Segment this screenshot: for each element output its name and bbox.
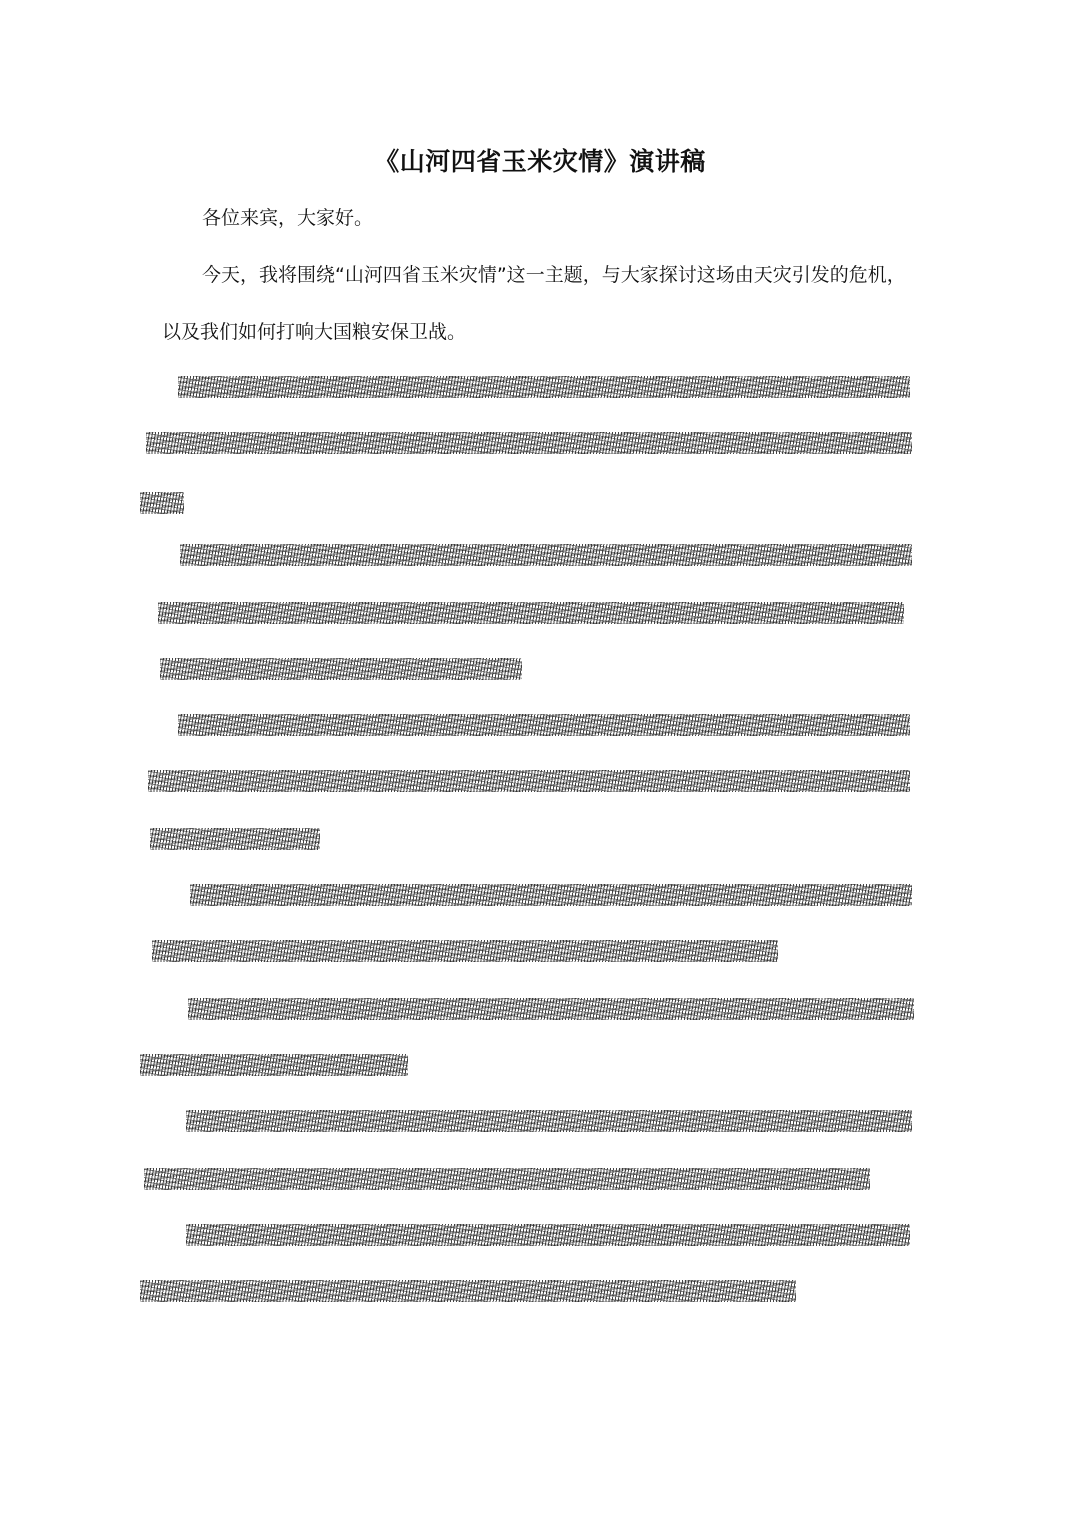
- garbled-text-line: [144, 1168, 870, 1190]
- garbled-text-line: [190, 884, 912, 906]
- garbled-text-line: [186, 1110, 912, 1132]
- greeting-paragraph: 各位来宾，大家好。: [202, 207, 374, 229]
- garbled-text-line: [186, 1224, 910, 1246]
- garbled-text-line: [180, 544, 912, 566]
- garbled-text-line: [158, 602, 904, 624]
- garbled-text-line: [150, 828, 320, 850]
- garbled-text-line: [146, 432, 912, 454]
- garbled-text-line: [178, 714, 910, 736]
- garbled-text-line: [140, 1054, 408, 1076]
- garbled-text-line: [160, 658, 522, 680]
- garbled-text-line: [178, 376, 910, 398]
- garbled-text-line: [140, 492, 184, 514]
- garbled-text-line: [148, 770, 910, 792]
- garbled-text-line: [188, 998, 914, 1020]
- intro-paragraph-line-1: 今天，我将围绕“山河四省玉米灾情”这一主题，与大家探讨这场由天灾引发的危机，: [202, 264, 906, 286]
- intro-paragraph-line-2: 以及我们如何打响大国粮安保卫战。: [162, 321, 467, 343]
- garbled-text-line: [140, 1280, 796, 1302]
- document-title: 《山河四省玉米灾情》演讲稿: [374, 147, 706, 176]
- garbled-text-line: [152, 940, 778, 962]
